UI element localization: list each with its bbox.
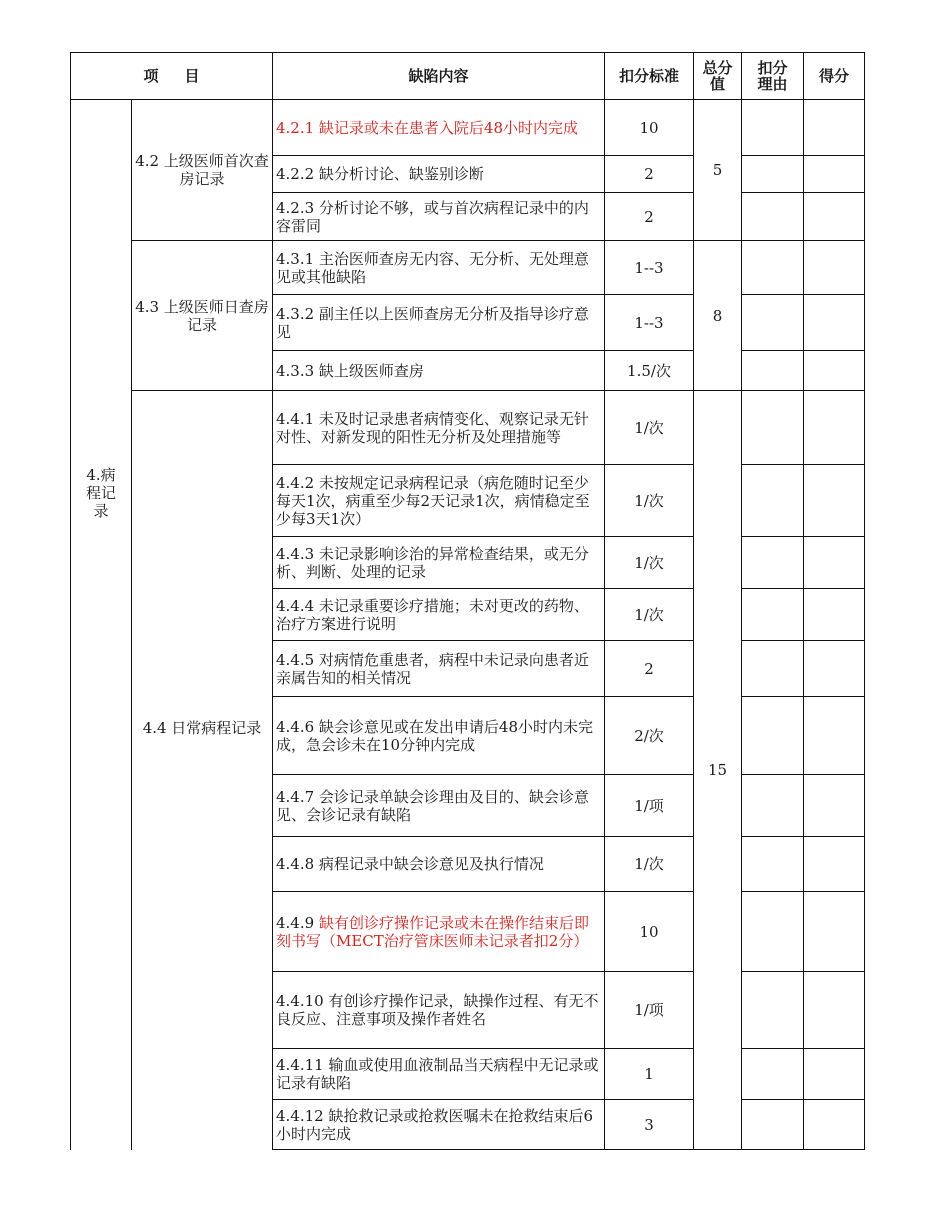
defect-cell	[273, 295, 605, 351]
defect-text: 4.2.3 分析讨论不够，或与首次病程记录中的内容雷同	[276, 198, 589, 235]
header-project	[71, 53, 273, 100]
reason-input-cell[interactable]	[742, 892, 804, 972]
defect-text: 缺有创诊疗操作记录或未在操作结束后即刻书写（MECT治疗管床医师未记录者扣2分）	[276, 913, 589, 950]
group-label	[132, 241, 273, 391]
scoring-table	[70, 52, 865, 1150]
defect-cell	[273, 391, 605, 465]
defect-cell	[273, 1049, 605, 1100]
group-label	[132, 100, 273, 241]
reason-input-cell[interactable]	[742, 351, 804, 391]
defect-text: 4.4.10 有创诊疗操作记录，缺操作过程、有无不良反应、注意事项及操作者姓名	[276, 992, 599, 1028]
defect-cell	[273, 1100, 605, 1150]
defect-prefix: 4.4.9	[276, 913, 319, 932]
standard-cell: 1--3	[605, 241, 694, 295]
reason-input-cell[interactable]	[742, 1100, 804, 1150]
defect-cell	[273, 241, 605, 295]
defect-text: 4.4.7 会诊记录单缺会诊理由及目的、缺会诊意见、会诊记录有缺陷	[276, 787, 589, 824]
score-input-cell[interactable]	[804, 892, 865, 972]
score-input-cell[interactable]	[804, 837, 865, 892]
standard-cell: 1.5/次	[605, 351, 694, 391]
defect-text: 4.4.4 未记录重要诊疗措施；未对更改的药物、治疗方案进行说明	[276, 596, 589, 633]
defect-cell	[273, 465, 605, 537]
standard-cell: 1/次	[605, 837, 694, 892]
standard-cell: 2	[605, 156, 694, 193]
standard-cell: 3	[605, 1100, 694, 1150]
header-score: 得分	[804, 53, 865, 100]
defect-text: 4.3.2 副主任以上医师查房无分析及指导诊疗意见	[276, 304, 589, 341]
defect-text: 4.4.5 对病情危重患者，病程中未记录向患者近亲属告知的相关情况	[276, 650, 589, 687]
reason-input-cell[interactable]	[742, 972, 804, 1049]
score-input-cell[interactable]	[804, 295, 865, 351]
score-input-cell[interactable]	[804, 193, 865, 241]
reason-input-cell[interactable]	[742, 641, 804, 697]
defect-cell	[273, 100, 605, 156]
header-reason	[742, 53, 804, 100]
score-input-cell[interactable]	[804, 775, 865, 837]
reason-input-cell[interactable]	[742, 837, 804, 892]
reason-input-cell[interactable]	[742, 697, 804, 775]
standard-cell: 2	[605, 641, 694, 697]
score-input-cell[interactable]	[804, 589, 865, 641]
table-row	[71, 391, 865, 465]
section-label	[71, 100, 132, 1150]
header-total	[694, 53, 742, 100]
score-input-cell[interactable]	[804, 641, 865, 697]
reason-input-cell[interactable]	[742, 241, 804, 295]
defect-text: 4.4.8 病程记录中缺会诊意见及执行情况	[276, 855, 544, 873]
defect-text: 4.2.1 缺记录或未在患者入院后48小时内完成	[276, 118, 579, 137]
defect-cell	[273, 193, 605, 241]
score-input-cell[interactable]	[804, 537, 865, 589]
reason-input-cell[interactable]	[742, 537, 804, 589]
group-label	[132, 391, 273, 1150]
defect-text: 4.4.6 缺会诊意见或在发出申请后48小时内未完成，急会诊未在10分钟内完成	[276, 717, 594, 754]
header-defect: 缺陷内容	[273, 53, 605, 100]
reason-input-cell[interactable]	[742, 589, 804, 641]
score-input-cell[interactable]	[804, 351, 865, 391]
defect-cell	[273, 775, 605, 837]
defect-cell	[273, 892, 605, 972]
standard-cell: 10	[605, 892, 694, 972]
group-label-text: 4.2 上级医师首次查房记录	[135, 152, 269, 188]
reason-input-cell[interactable]	[742, 100, 804, 156]
score-input-cell[interactable]	[804, 156, 865, 193]
reason-input-cell[interactable]	[742, 295, 804, 351]
group-label-text: 4.4 日常病程记录	[142, 719, 262, 738]
reason-input-cell[interactable]	[742, 391, 804, 465]
reason-input-cell[interactable]	[742, 193, 804, 241]
defect-text: 4.2.2 缺分析讨论、缺鉴别诊断	[276, 165, 484, 183]
standard-cell: 2	[605, 193, 694, 241]
score-input-cell[interactable]	[804, 241, 865, 295]
header-total-text: 总分值	[702, 59, 733, 93]
score-input-cell[interactable]	[804, 465, 865, 537]
standard-cell: 1/项	[605, 775, 694, 837]
standard-cell: 1/次	[605, 589, 694, 641]
defect-cell	[273, 972, 605, 1049]
defect-cell	[273, 351, 605, 391]
standard-cell: 1--3	[605, 295, 694, 351]
defect-text: 4.4.1 未及时记录患者病情变化、观察记录无针对性、对新发现的阳性无分析及处理措施等	[276, 409, 589, 446]
header-row	[71, 53, 865, 100]
defect-cell	[273, 537, 605, 589]
reason-input-cell[interactable]	[742, 775, 804, 837]
defect-text: 4.3.3 缺上级医师查房	[276, 361, 424, 380]
standard-cell: 1/次	[605, 465, 694, 537]
header-standard: 扣分标准	[605, 53, 694, 100]
score-input-cell[interactable]	[804, 391, 865, 465]
standard-cell: 1/次	[605, 537, 694, 589]
group-total: 8	[694, 241, 742, 391]
reason-input-cell[interactable]	[742, 465, 804, 537]
defect-cell	[273, 589, 605, 641]
defect-text: 4.4.2 未按规定记录病程记录（病危随时记至少每天1次，病重至少每2天记录1次，病情稳定至少每3天1次）	[276, 473, 590, 528]
defect-text: 4.4.12 缺抢救记录或抢救医嘱未在抢救结束后6小时内完成	[276, 1106, 594, 1143]
standard-cell: 2/次	[605, 697, 694, 775]
header-project-b: 目	[184, 67, 200, 85]
standard-cell: 10	[605, 100, 694, 156]
defect-cell	[273, 156, 605, 193]
defect-cell	[273, 697, 605, 775]
section-label-text: 4.病程记录	[85, 465, 116, 520]
defect-text: 4.4.11 输血或使用血液制品当天病程中无记录或记录有缺陷	[276, 1056, 599, 1092]
score-input-cell[interactable]	[804, 697, 865, 775]
defect-cell	[273, 641, 605, 697]
score-input-cell[interactable]	[804, 100, 865, 156]
header-reason-text: 扣分理由	[757, 59, 788, 93]
reason-input-cell[interactable]	[742, 1049, 804, 1100]
table-row	[71, 241, 865, 295]
defect-text: 4.4.3 未记录影响诊治的异常检查结果，或无分析、判断、处理的记录	[276, 544, 589, 581]
reason-input-cell[interactable]	[742, 156, 804, 193]
score-input-cell[interactable]	[804, 1049, 865, 1100]
defect-cell	[273, 837, 605, 892]
header-project-a: 项	[143, 67, 159, 85]
group-total: 15	[694, 391, 742, 1150]
standard-cell: 1/次	[605, 391, 694, 465]
score-input-cell[interactable]	[804, 1100, 865, 1150]
score-input-cell[interactable]	[804, 972, 865, 1049]
group-total: 5	[694, 100, 742, 241]
standard-cell: 1	[605, 1049, 694, 1100]
standard-cell: 1/项	[605, 972, 694, 1049]
defect-text: 4.3.1 主治医师查房无内容、无分析、无处理意见或其他缺陷	[276, 249, 589, 286]
table-row	[71, 100, 865, 156]
group-label-text: 4.3 上级医师日查房记录	[135, 297, 269, 334]
